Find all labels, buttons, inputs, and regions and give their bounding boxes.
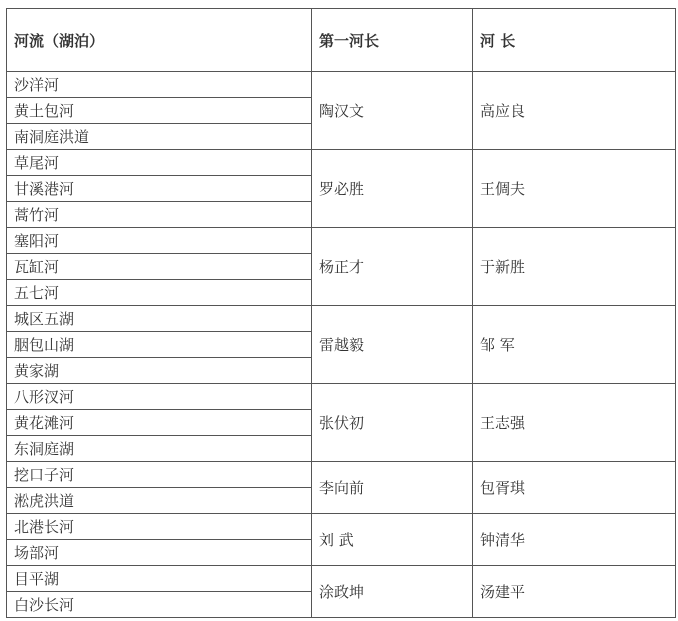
chief-name: 高应良	[473, 72, 676, 150]
chief-name: 包胥琪	[473, 462, 676, 514]
first-chief-name: 刘 武	[312, 514, 473, 566]
table-row	[7, 462, 676, 488]
first-chief-name: 杨正才	[312, 228, 473, 306]
table-row	[7, 72, 676, 98]
table-row	[7, 566, 676, 592]
header-first-chief: 第一河长	[312, 9, 473, 72]
table-row	[7, 150, 676, 176]
first-chief-name: 李向前	[312, 462, 473, 514]
river-name: 八形汊河	[7, 384, 312, 410]
river-name: 白沙长河	[7, 592, 312, 618]
river-name: 北港长河	[7, 514, 312, 540]
table-row	[7, 306, 676, 332]
river-name: 挖口子河	[7, 462, 312, 488]
table-row	[7, 384, 676, 410]
header-chief: 河 长	[473, 9, 676, 72]
river-chief-table	[6, 8, 676, 618]
first-chief-name: 雷越毅	[312, 306, 473, 384]
river-name: 城区五湖	[7, 306, 312, 332]
river-name: 沙洋河	[7, 72, 312, 98]
river-name: 场部河	[7, 540, 312, 566]
river-name: 塞阳河	[7, 228, 312, 254]
first-chief-name: 罗必胜	[312, 150, 473, 228]
river-name: 胭包山湖	[7, 332, 312, 358]
river-name: 东洞庭湖	[7, 436, 312, 462]
chief-name: 汤建平	[473, 566, 676, 618]
river-name: 目平湖	[7, 566, 312, 592]
chief-name: 王志强	[473, 384, 676, 462]
river-name: 甘溪港河	[7, 176, 312, 202]
river-name: 蒿竹河	[7, 202, 312, 228]
river-name: 黄家湖	[7, 358, 312, 384]
chief-name: 王倜夫	[473, 150, 676, 228]
table-row	[7, 514, 676, 540]
river-name: 淞虎洪道	[7, 488, 312, 514]
first-chief-name: 陶汉文	[312, 72, 473, 150]
first-chief-name: 张伏初	[312, 384, 473, 462]
river-name: 黄花滩河	[7, 410, 312, 436]
table-header-row	[7, 9, 676, 72]
table-row	[7, 228, 676, 254]
river-name: 南洞庭洪道	[7, 124, 312, 150]
river-name: 瓦缸河	[7, 254, 312, 280]
first-chief-name: 涂政坤	[312, 566, 473, 618]
river-name: 草尾河	[7, 150, 312, 176]
chief-name: 于新胜	[473, 228, 676, 306]
river-name: 五七河	[7, 280, 312, 306]
header-river-lake: 河流（湖泊）	[7, 9, 312, 72]
river-name: 黄土包河	[7, 98, 312, 124]
chief-name: 邹 军	[473, 306, 676, 384]
chief-name: 钟清华	[473, 514, 676, 566]
